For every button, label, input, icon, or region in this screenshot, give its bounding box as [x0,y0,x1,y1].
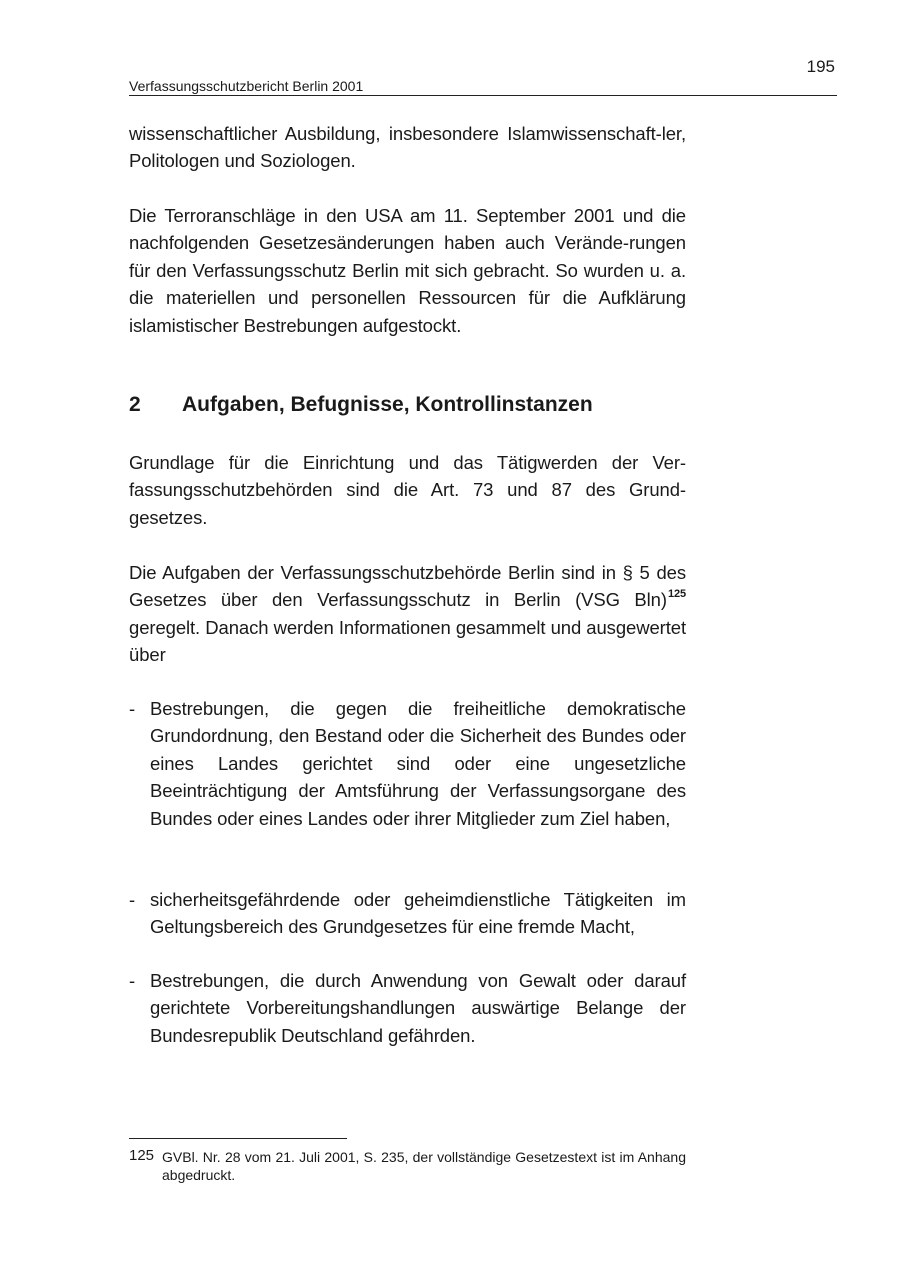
footnote [129,1148,686,1184]
list-marker: - [129,698,136,719]
paragraph-text-part: geregelt. Danach werden Informationen gesammelt und ausgewertet über [129,616,686,666]
paragraph-terror-attacks [129,202,686,339]
section-number: 2 [129,393,141,416]
page-number: 195 [806,57,835,76]
paragraph-text [129,559,686,669]
paragraph-text: Grundlage für die Einrichtung und das Tätigwerden der Ver-fassungsschutzbehörden sind die Art. 73 und 87 des Grund-gesetzes. [129,452,686,528]
list-item [129,886,686,941]
list-item [129,695,686,832]
section-title: Aufgaben, Befugnisse, Kontrollinstanzen [182,393,593,416]
footnote-text: GVBl. Nr. 28 vom 21. Juli 2001, S. 235, der vollständige Gesetzestext ist im Anhang abgedruckt. [162,1149,686,1183]
footnote-reference: 125 [667,588,686,601]
paragraph-continuation [129,120,686,175]
paragraph-text: wissenschaftlicher Ausbildung, insbesondere Islamwissenschaft-ler, Politologen und Soziologen. [129,123,686,172]
footnote-number: 125 [129,1147,155,1164]
section-heading [129,391,729,419]
list-item [129,967,686,1049]
list-item-text: sicherheitsgefährdende oder geheimdienstliche Tätigkeiten im Geltungsbereich des Grundgesetzes für eine fremde Macht, [150,889,686,938]
footnote-divider [129,1138,347,1139]
paragraph-text-part: Die Aufgaben der Verfassungsschutzbehörde Berlin sind in § 5 des Gesetzes über den Verfassungsschutz in Berlin (VSG Bln) [129,562,686,611]
list-marker: - [129,889,136,910]
paragraph-tasks [129,559,686,669]
running-header: Verfassungsschutzbericht Berlin 2001 [129,77,837,96]
list-marker: - [129,970,136,991]
list-item-text: Bestrebungen, die durch Anwendung von Gewalt oder darauf gerichtete Vorbereitungshandlungen auswärtige Belange der Bundesrepublik Deutschland gefährden. [150,970,686,1046]
paragraph-text: Die Terroranschläge in den USA am 11. September 2001 und die nachfolgenden Gesetzesänderungen haben auch Verände-rungen für den Verfassungsschutz Berlin mit sich gebracht. So wurden u. a. die materiellen und personellen Ressourcen für die Aufklärung islamistischer Bestrebungen aufgestockt. [129,205,686,336]
list-item-text: Bestrebungen, die gegen die freiheitliche demokratische Grundordnung, den Bestand oder die Sicherheit des Bundes oder eines Landes gerichtet sind oder eine ungesetzliche Beeinträchtigung der Amtsführung der Verfassungsorgane des Bundes oder eines Landes oder ihrer Mitglieder zum Ziel haben, [150,698,686,829]
paragraph-legal-basis [129,449,686,531]
